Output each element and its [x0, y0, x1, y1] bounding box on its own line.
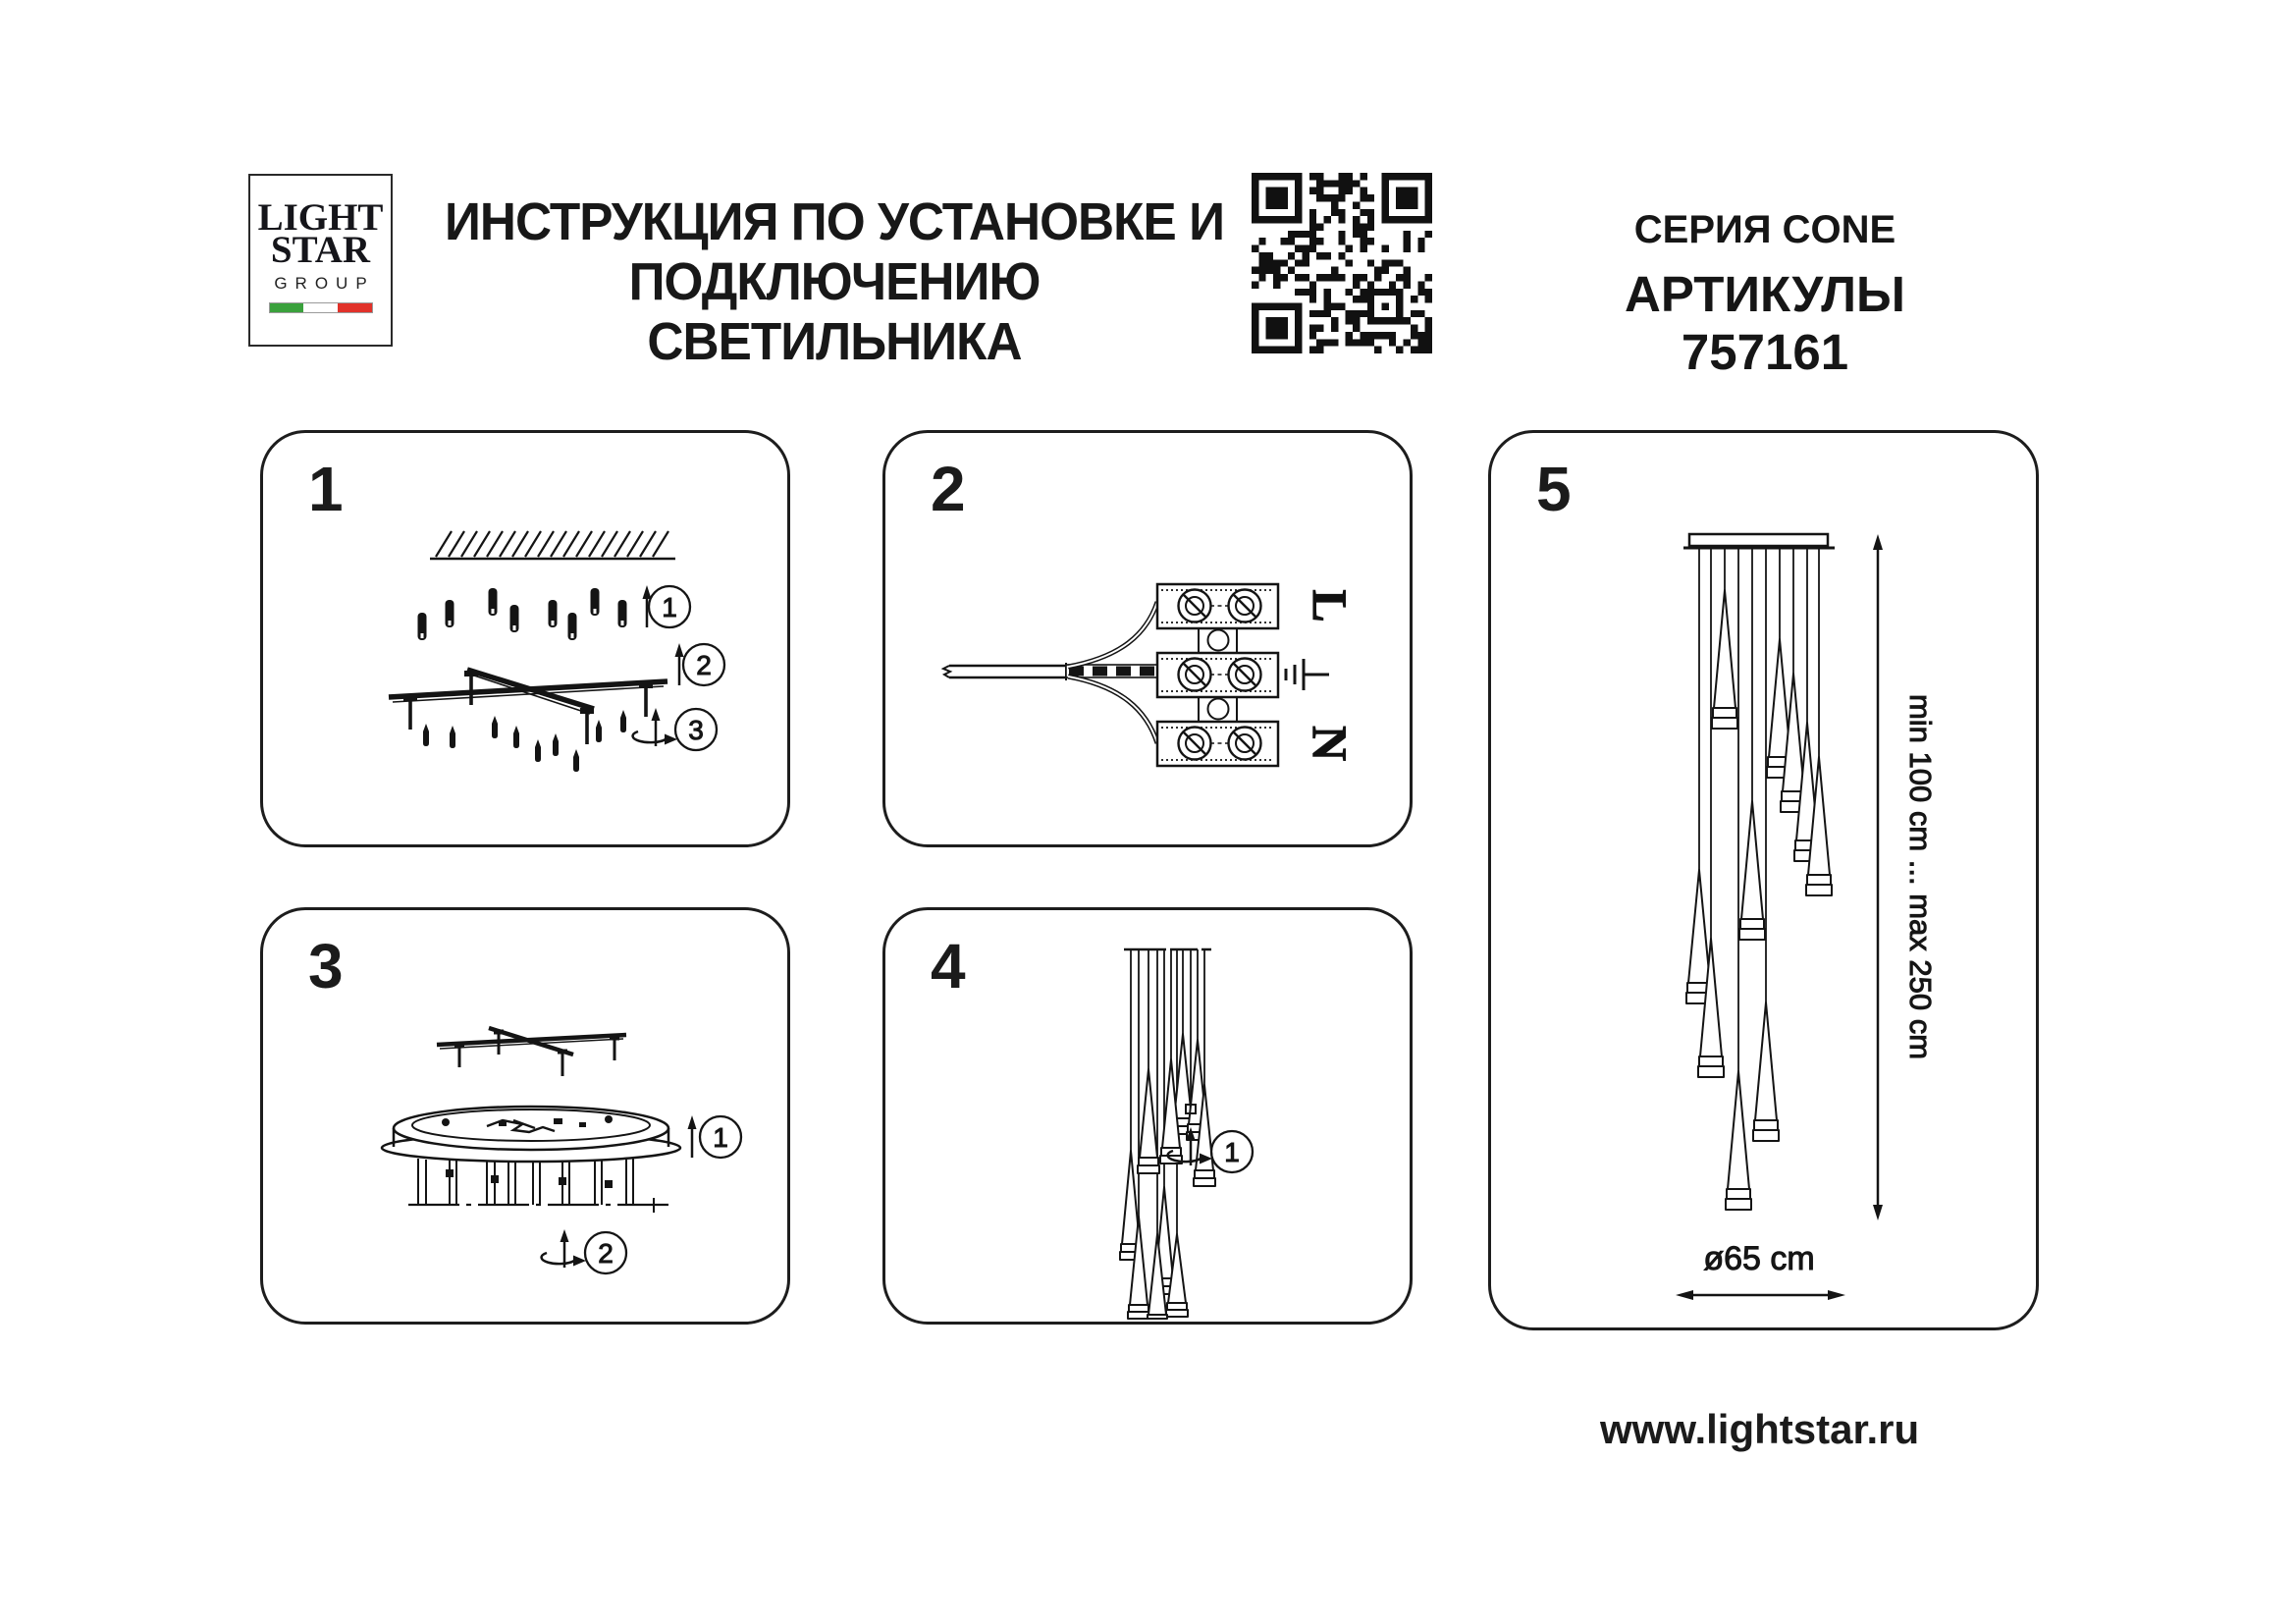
flag-green: [270, 303, 304, 312]
diameter-dimension-arrow: [1676, 1290, 1845, 1300]
lightstar-logo: [248, 174, 393, 347]
rotation-arrow-icon: [633, 708, 677, 746]
flag-white: [303, 303, 338, 312]
step-number-2: 2: [598, 1238, 614, 1269]
terminal-row: [1157, 653, 1278, 697]
panel-4-number: 4: [931, 931, 966, 1001]
panel-1-number: 1: [308, 454, 344, 524]
bracket-mounting-diagram: [263, 433, 787, 844]
panel-step-1: [260, 430, 790, 847]
terminal-row: [1157, 584, 1278, 628]
article-label: АРТИКУЛЫ 757161: [1625, 266, 1905, 380]
logo-word-star: STAR: [270, 229, 371, 271]
step-number-2: 2: [696, 650, 712, 680]
neutral-wire: [1068, 677, 1157, 743]
screws: [423, 710, 626, 772]
panel-5-number: 5: [1536, 454, 1572, 524]
cone-assembly-diagram: [885, 910, 1410, 1322]
finished-lamp-diagram: [1491, 433, 2036, 1327]
cone-pendants: [1120, 1034, 1215, 1319]
panel-3-number: 3: [308, 931, 344, 1001]
cable-locks: [446, 1169, 613, 1188]
height-dimension-arrow: [1873, 534, 1883, 1220]
wiring-diagram: [885, 433, 1410, 844]
terminal-block: [1157, 584, 1278, 766]
italian-flag-stripe: [269, 302, 373, 313]
panel-2-number: 2: [931, 454, 966, 524]
step-number-1: 1: [713, 1122, 728, 1153]
mounting-bracket-small: [437, 1028, 626, 1076]
panel-step-2: [882, 430, 1413, 847]
earth-symbol: [1286, 659, 1329, 690]
logo-word-light: LIGHT: [257, 196, 384, 239]
rotation-arrow-icon: [542, 1229, 586, 1268]
live-wire: [1068, 602, 1157, 667]
product-info: [1539, 208, 1991, 381]
page-title-line2: ПОДКЛЮЧЕНИЮ СВЕТИЛЬНИКА: [628, 252, 1041, 371]
ceiling-plate: [1683, 534, 1835, 548]
step-number-1: 1: [1224, 1137, 1240, 1167]
label-neutral: N: [1303, 725, 1358, 762]
series-label: СЕРИЯ CONE: [1633, 208, 1896, 251]
flag-red: [338, 303, 372, 312]
ceiling-hatch: [430, 531, 675, 559]
website-url: www.lightstar.ru: [1600, 1406, 1920, 1452]
logo-word-group: GROUP: [274, 274, 375, 293]
up-arrow-icon: [688, 1115, 697, 1158]
panel-step-4: [882, 907, 1413, 1325]
label-line: L: [1303, 589, 1358, 623]
canopy-mounting-diagram: [263, 910, 787, 1322]
terminal-row: [1157, 722, 1278, 766]
cone-pendants: [1686, 590, 1832, 1210]
page-title-line1: ИНСТРУКЦИЯ ПО УСТАНОВКЕ И: [444, 192, 1225, 251]
supply-cable: [943, 663, 1066, 680]
diameter-dimension-label: ø65 cm: [1703, 1240, 1815, 1277]
canopy: [382, 1107, 680, 1162]
step-number-3: 3: [688, 715, 704, 745]
panel-step-3: [260, 907, 790, 1325]
wall-anchors: [418, 588, 627, 640]
panel-step-5: [1488, 430, 2039, 1330]
page-title: [443, 192, 1226, 372]
mounting-bracket: [389, 670, 667, 744]
step-number-1: 1: [662, 592, 677, 623]
pendant-cables: [408, 1159, 670, 1213]
height-dimension-label: min 100 cm ... max 250 cm: [1903, 693, 1938, 1060]
qr-code: [1252, 173, 1432, 353]
